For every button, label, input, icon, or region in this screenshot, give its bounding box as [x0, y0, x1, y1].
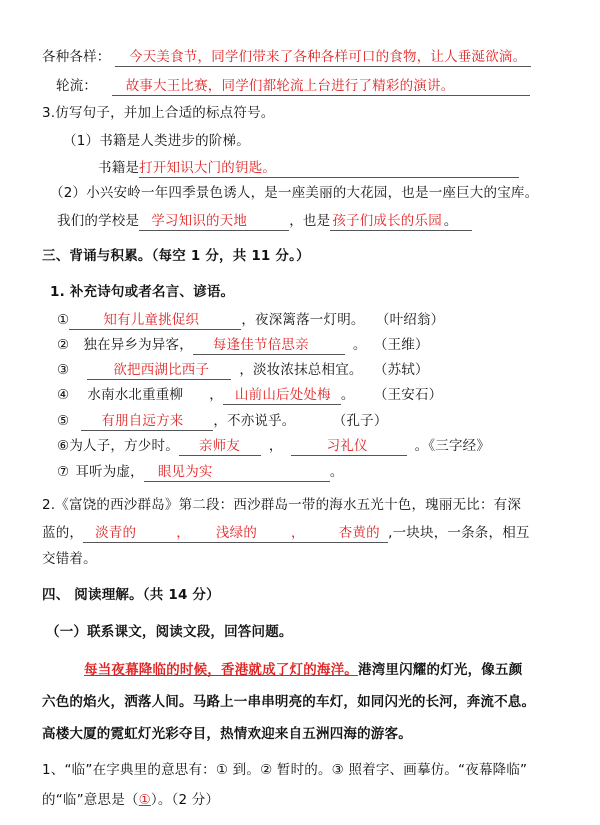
answer-text: 孩子们成长的乐园 — [332, 213, 442, 229]
author: （叶绍翁） — [382, 312, 445, 328]
term-label: 各种各样： — [42, 49, 111, 65]
answer-text: 学习知识的天地 — [151, 213, 248, 229]
poem-text: 。 — [340, 387, 355, 403]
section4-q1-line2 — [42, 790, 219, 810]
answer-blank-1[interactable] — [139, 212, 289, 231]
answer-blank-2[interactable] — [291, 437, 407, 456]
answer-text: 打开知识大门的钥匙。 — [139, 160, 277, 176]
answer-text: 每逢佳节倍思亲 — [212, 337, 309, 353]
section3-q2-line3: 交错着。 — [42, 551, 97, 567]
highlighted-sentence: 每当夜幕降临的时候，香港就成了灯的海洋。 — [84, 662, 358, 678]
author: （王维） — [380, 337, 429, 353]
answer-text: 习礼仪 — [326, 438, 368, 454]
poem-item-2 — [57, 335, 429, 355]
answer-blank[interactable] — [112, 77, 530, 96]
answer-blank[interactable] — [193, 336, 345, 355]
poem-text: 。 — [329, 464, 344, 480]
poem-item-1 — [57, 310, 444, 330]
q2-item-geizhonggeyang — [42, 47, 531, 67]
passage-text: 港湾里闪耀的灯光，像五颜 — [358, 662, 523, 678]
answer-3: 杏黄的 — [338, 525, 380, 541]
q3-sub1-prompt: （1）书籍是人类进步的阶梯。 — [63, 133, 250, 149]
q2-item-lunliu — [56, 76, 530, 96]
poem-text: ，淡妆浓抹总相宜。 — [239, 362, 363, 378]
comma: ， — [268, 438, 283, 454]
poem-item-7 — [57, 462, 344, 482]
item-number: ② — [57, 337, 70, 353]
section3-q1-title: 1. 补充诗句或者名言、谚语。 — [50, 284, 235, 300]
item-number: ⑦ — [57, 464, 70, 480]
item-number: ④ — [57, 387, 70, 403]
comma: ， — [209, 387, 223, 403]
item-number: ⑤ — [57, 413, 70, 429]
end-punct: 。 — [443, 213, 458, 229]
q3-title: 3.仿写句子，并加上合适的标点符号。 — [42, 105, 275, 121]
poem-text: 。 — [352, 337, 367, 353]
answer-text: 山前山后处处梅 — [234, 387, 331, 403]
answer-blank[interactable] — [139, 159, 519, 178]
answer-blank[interactable] — [144, 463, 330, 482]
sep: ， — [176, 525, 190, 541]
poem-item-5 — [57, 411, 388, 431]
poem-text: 耳听为虚， — [75, 464, 144, 480]
answer-text: 亲师友 — [198, 438, 241, 454]
prefix: 的“临”意思是（ — [42, 792, 139, 808]
poem-item-3 — [57, 360, 429, 380]
suffix: ）。（2 分） — [150, 792, 220, 808]
sep: ， — [291, 525, 305, 541]
passage-line-3: 高楼大厦的霓虹灯光彩夺目，热情欢迎来自五洲四海的游客。 — [42, 726, 412, 742]
answer-blank[interactable] — [81, 412, 213, 431]
color-answers-blank[interactable] — [83, 524, 388, 543]
answer-text: 眼见为实 — [157, 464, 213, 480]
section3-q2-line2 — [42, 523, 530, 543]
section4-title: 四、 阅读理解。（共 14 分） — [42, 587, 220, 603]
suffix: ,一块块，一条条，相互 — [388, 525, 530, 541]
q3-sub2-answer-line — [57, 211, 472, 231]
q3-sub1-answer-line — [98, 158, 519, 178]
answer-text: 欲把西湖比西子 — [113, 362, 210, 378]
answer-text: 知有儿童挑促织 — [103, 312, 200, 328]
prefix: 我们的学校是 — [57, 213, 140, 229]
passage-line-1 — [84, 660, 522, 680]
item-number: ③ — [57, 362, 70, 378]
author: （王安石） — [380, 387, 443, 403]
author: （苏轼） — [380, 362, 429, 378]
poem-text: 水南水北重重柳 — [87, 387, 184, 403]
passage-line-2: 六色的焰火，洒落人间。马路上一串串明亮的车灯，如同闪光的长河，奔流不息。 — [42, 694, 536, 710]
answer-text: 故事大王比赛，同学们都轮流上台进行了精彩的演讲。 — [125, 78, 455, 94]
poem-text: 为人子，方少时。 — [69, 438, 179, 454]
answer-text: 有朋自远方来 — [101, 413, 184, 429]
poem-text: 独在异乡为异客， — [83, 337, 193, 353]
poem-item-4 — [57, 385, 442, 405]
section3-q2-line1: 2.《富饶的西沙群岛》第二段：西沙群岛一带的海水五光十色，瑰丽无比：有深 — [42, 497, 522, 513]
answer-blank[interactable] — [115, 48, 531, 67]
answer-blank[interactable] — [69, 311, 241, 330]
prefix: 书籍是 — [98, 160, 140, 176]
author: （孔子） — [339, 413, 388, 429]
section4-subtitle: （一）联系课文，阅读文段，回答问题。 — [46, 624, 293, 640]
prefix: 蓝的， — [42, 525, 84, 541]
poem-item-6 — [57, 436, 490, 456]
poem-text: ，夜深篱落一灯明。 — [241, 312, 365, 328]
answer-1: 淡青的 — [95, 525, 137, 541]
section3-title: 三、背诵与积累。（每空 1 分，共 11 分。） — [42, 248, 310, 264]
item-number: ① — [57, 312, 70, 328]
poem-text: 。《三字经》 — [414, 438, 491, 454]
poem-text: ，不亦说乎。 — [213, 413, 296, 429]
answer-text[interactable]: ① — [138, 792, 151, 808]
answer-2: 浅绿的 — [215, 525, 258, 541]
term-label: 轮流： — [56, 78, 98, 94]
middle: ，也是 — [289, 213, 331, 229]
answer-blank[interactable] — [87, 361, 231, 380]
answer-blank-2[interactable] — [330, 212, 472, 231]
q3-sub2-prompt: （2）小兴安岭一年四季景色诱人，是一座美丽的大花园，也是一座巨大的宝库。 — [50, 185, 539, 201]
answer-blank-1[interactable] — [179, 437, 261, 456]
section4-q1-line1: 1、“临”在字典里的意思有：① 到。② 暂时的。③ 照着字、画摹仿。“夜幕降临” — [42, 762, 528, 778]
answer-text: 今天美食节，同学们带来了各种各样可口的食物，让人垂涎欲滴。 — [129, 49, 527, 65]
item-number: ⑥ — [57, 438, 70, 454]
answer-blank[interactable] — [223, 386, 341, 405]
